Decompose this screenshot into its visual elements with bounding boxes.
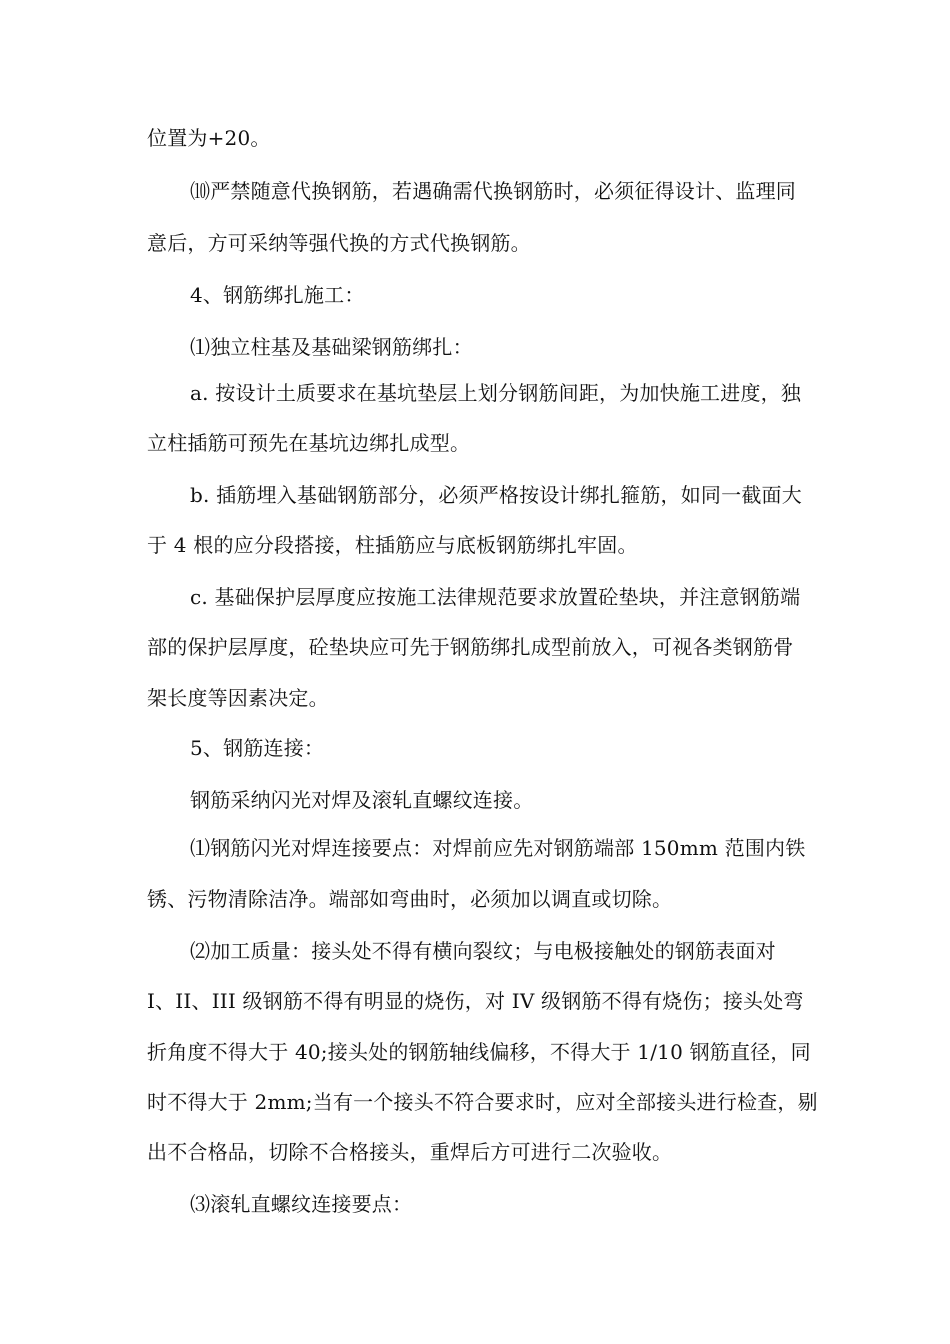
text-line: 架长度等因素决定。 [147,686,329,710]
text-line: 意后，方可采纳等强代换的方式代换钢筋。 [147,231,531,255]
text-line: ⑴钢筋闪光对焊连接要点：对焊前应先对钢筋端部 150mm 范围内铁 [190,836,806,860]
section-heading: 5、钢筋连接： [190,736,325,760]
text-line: 锈、污物清除洁净。端部如弯曲时，必须加以调直或切除。 [147,887,673,911]
text-line: ⑵加工质量：接头处不得有横向裂纹；与电极接触处的钢筋表面对 [190,939,776,963]
text-line: 时不得大于 2mm;当有一个接头不符合要求时，应对全部接头进行检查，剔 [147,1090,818,1114]
text-line: 折角度不得大于 40;接头处的钢筋轴线偏移，不得大于 1/10 钢筋直径，同 [147,1040,811,1064]
text-line: 于 4 根的应分段搭接，柱插筋应与底板钢筋绑扎牢固。 [147,533,638,557]
text-line: I、II、III 级钢筋不得有明显的烧伤，对 IV 级钢筋不得有烧伤；接头处弯 [147,989,804,1013]
text-line: c. 基础保护层厚度应按施工法律规范要求放置砼垫块，并注意钢筋端 [190,585,801,609]
text-line: 部的保护层厚度，砼垫块应可先于钢筋绑扎成型前放入，可视各类钢筋骨 [147,635,794,659]
text-line: b. 插筋埋入基础钢筋部分，必须严格按设计绑扎箍筋，如同一截面大 [190,483,802,507]
text-line: a. 按设计土质要求在基坑垫层上划分钢筋间距，为加快施工进度，独 [190,381,802,405]
text-line: ⑽严禁随意代换钢筋，若遇确需代换钢筋时，必须征得设计、监理同 [190,179,796,203]
section-heading: 4、钢筋绑扎施工： [190,283,365,307]
text-line: 钢筋采纳闪光对焊及滚轧直螺纹连接。 [190,788,534,812]
text-line: 出不合格品，切除不合格接头，重焊后方可进行二次验收。 [147,1140,673,1164]
subsection-heading: ⑴独立柱基及基础梁钢筋绑扎： [190,335,473,359]
text-line: 位置为+20。 [147,126,271,150]
text-line: 立柱插筋可预先在基坑边绑扎成型。 [147,431,471,455]
subsection-heading: ⑶滚轧直螺纹连接要点： [190,1192,413,1216]
